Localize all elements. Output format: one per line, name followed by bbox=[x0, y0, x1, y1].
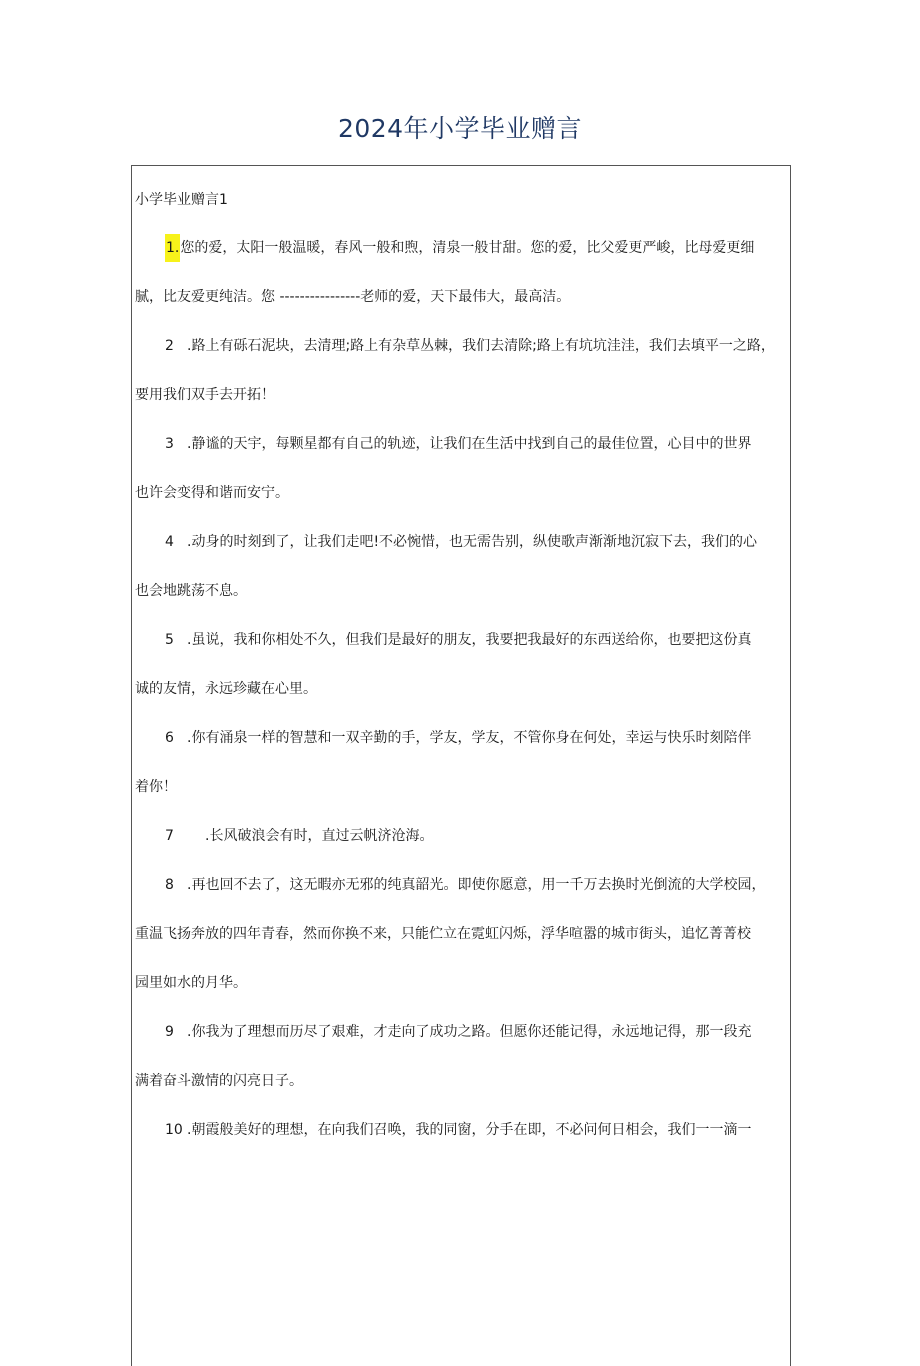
list-item bbox=[135, 822, 785, 871]
list-item bbox=[135, 1116, 785, 1165]
item-number: 5 bbox=[165, 632, 174, 648]
item-line bbox=[135, 234, 785, 283]
item-number: 3 bbox=[165, 436, 174, 452]
item-text: .朝霞般美好的理想，在向我们召唤，我的同窗，分手在即，不必问何日相会，我们一一滴一 bbox=[187, 1122, 752, 1138]
list-item bbox=[135, 528, 785, 626]
item-line bbox=[135, 822, 785, 871]
item-line: 重温飞扬奔放的四年青春，然而你换不来，只能伫立在霓虹闪烁，浮华喧嚣的城市街头，追忆菁菁校 bbox=[135, 926, 751, 942]
item-text: .路上有砾石泥块，去清理;路上有杂草丛棘，我们去清除;路上有坑坑洼洼，我们去填平一之路， bbox=[187, 338, 775, 354]
item-line bbox=[135, 1018, 785, 1067]
item-number: 10 bbox=[165, 1122, 183, 1138]
item-number: 9 bbox=[165, 1024, 174, 1040]
list-item bbox=[135, 871, 785, 1018]
list-item bbox=[135, 332, 785, 430]
list-item bbox=[135, 234, 785, 332]
item-line: 腻，比友爱更纯洁。您 ----------------老师的爱，天下最伟大，最高洁。 bbox=[135, 289, 571, 305]
item-line: 诚的友情，永远珍藏在心里。 bbox=[135, 681, 317, 697]
section-subtitle: 小学毕业赠言1 bbox=[135, 192, 228, 208]
item-text: .动身的时刻到了，让我们走吧!不必惋惜，也无需告别，纵使歌声渐渐地沉寂下去，我们的心 bbox=[187, 534, 758, 550]
item-line bbox=[135, 332, 785, 381]
item-number: 4 bbox=[165, 534, 174, 550]
list-item bbox=[135, 1018, 785, 1116]
item-text: .静谧的天宇，每颗星都有自己的轨迹，让我们在生活中找到自己的最佳位置，心目中的世界 bbox=[187, 436, 752, 452]
document-body bbox=[135, 186, 785, 1165]
item-line: 园里如水的月华。 bbox=[135, 975, 247, 991]
item-line bbox=[135, 528, 785, 577]
item-text: .长风破浪会有时，直过云帆济沧海。 bbox=[205, 828, 434, 844]
item-line bbox=[135, 626, 785, 675]
item-text: 您的爱，太阳一般温暖，春风一般和煦，清泉一般甘甜。您的爱，比父爱更严峻，比母爱更细 bbox=[180, 240, 755, 256]
item-line bbox=[135, 871, 785, 920]
item-line: 满着奋斗激情的闪亮日子。 bbox=[135, 1073, 303, 1089]
item-text: .你有涌泉一样的智慧和一双辛勤的手，学友，学友，不管你身在何处，幸运与快乐时刻陪伴 bbox=[187, 730, 752, 746]
item-number: 7 bbox=[165, 828, 174, 844]
document-title: 2024年小学毕业赠言 bbox=[337, 114, 583, 143]
item-number: 2 bbox=[165, 338, 174, 354]
item-text: .你我为了理想而历尽了艰难，才走向了成功之路。但愿你还能记得，永远地记得，那一段充 bbox=[187, 1024, 752, 1040]
item-line bbox=[135, 1116, 785, 1165]
item-number: 6 bbox=[165, 730, 174, 746]
item-line: 也会地跳荡不息。 bbox=[135, 583, 247, 599]
item-number: 8 bbox=[165, 877, 174, 893]
item-line: 着你！ bbox=[135, 779, 177, 795]
list-item bbox=[135, 724, 785, 822]
item-text: .再也回不去了，这无暇亦无邪的纯真韶光。即使你愿意，用一千万去换时光倒流的大学校园， bbox=[187, 877, 766, 893]
item-line bbox=[135, 724, 785, 773]
item-text: .虽说，我和你相处不久，但我们是最好的朋友，我要把我最好的东西送给你，也要把这份真 bbox=[187, 632, 752, 648]
item-number: 1. bbox=[165, 234, 180, 262]
item-line: 也许会变得和谐而安宁。 bbox=[135, 485, 289, 501]
item-line bbox=[135, 430, 785, 479]
list-item bbox=[135, 430, 785, 528]
list-item bbox=[135, 626, 785, 724]
item-line: 要用我们双手去开拓！ bbox=[135, 387, 275, 403]
